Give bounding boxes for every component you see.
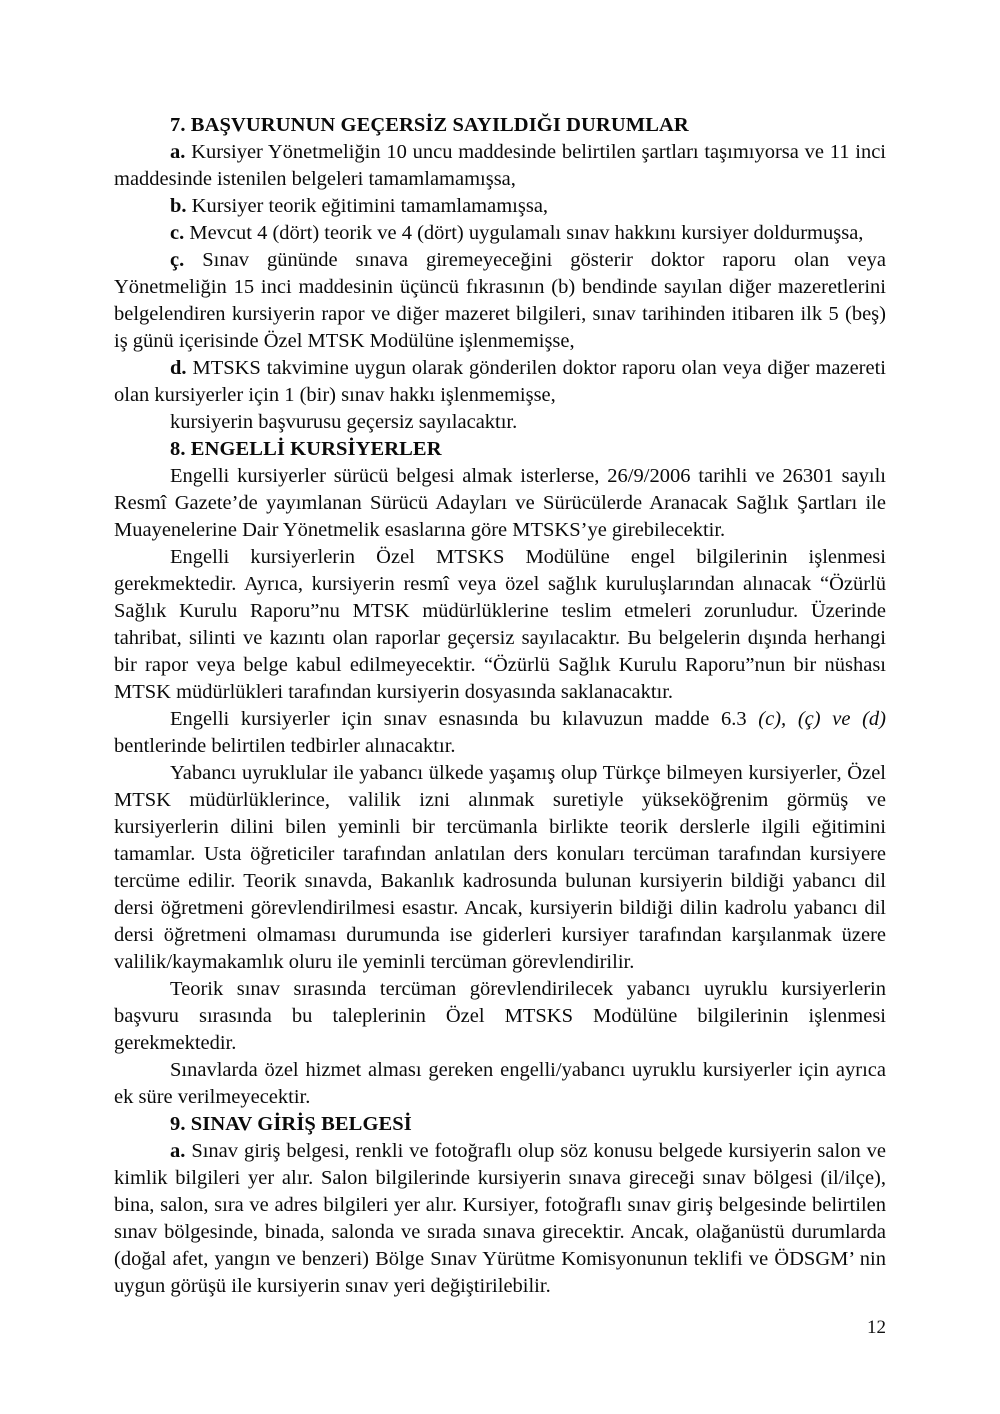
- paragraph-7b-text: Kursiyer teorik eğitimini tamamlamamışsa,: [186, 195, 549, 217]
- list-marker-9a: a.: [170, 1140, 186, 1162]
- paragraph-7c-cedilla: [114, 247, 886, 355]
- paragraph-8-5-text: Teorik sınav sırasında tercüman görevlendirilecek yabancı uyruklu kursiyerlerin başvuru sırasında bu taleplerinin Özel MTSKS Modülüne bilgilerinin işlenmesi gerekmektedir.: [114, 978, 886, 1054]
- paragraph-8-3-text-before: Engelli kursiyerler için sınav esnasında bu kılavuzun madde 6.3: [170, 708, 759, 730]
- section-heading-9: 9. SINAV GİRİŞ BELGESİ: [170, 1113, 412, 1135]
- paragraph-8-6-text: Sınavlarda özel hizmet alması gereken engelli/yabancı uyruklu kursiyerler için ayrıca ek süre verilmeyecektir.: [114, 1059, 886, 1108]
- paragraph-8-6: [114, 1057, 886, 1111]
- paragraph-7a-text: Kursiyer Yönetmeliğin 10 uncu maddesinde belirtilen şartları taşımıyorsa ve 11 inci maddesinde istenilen belgeleri tamamlamamışsa,: [114, 141, 886, 190]
- paragraph-7a: [114, 139, 886, 193]
- paragraph-7c-cedilla-text: Sınav gününde sınava giremeyeceğini gösterir doktor raporu olan veya Yönetmeliğin 15 inci maddesinin üçüncü fıkrasının (b) bendinde sayılan diğer mazeretlerini belgelendiren kursiyerin rapor ve diğer mazeret bilgileri, sınav tarihinden itibaren ilk 5 (beş) iş günü içerisinde Özel MTSK Modülüne işlenmemişse,: [114, 249, 886, 352]
- page-number: 12: [867, 1317, 886, 1338]
- paragraph-8-4: [114, 760, 886, 976]
- paragraph-8-4-text: Yabancı uyruklular ile yabancı ülkede yaşamış olup Türkçe bilmeyen kursiyerler, Özel MTSK müdürlüklerince, valilik izni alınmak suretiyle yükseköğrenim görmüş ve kursiyerlerin dilini bilen yeminli bir tercümanla birlikte teorik derslerle ilgili eğitimini tamamlar. Usta öğreticiler tarafından anlatılan ders konuları tercüman tarafından kursiyere tercüme edilir. Teorik sınavda, Bakanlık kadrosunda bulunan kursiyerin bildiği yabancı dil dersi öğretmeni görevlendirilmesi esastır. Ancak, kursiyerin bildiği dilin kadrolu yabancı dil dersi öğretmeni olmaması durumunda ise giderleri kursiyer tarafından karşılanmak üzere valilik/kaymakamlık oluru ile yeminli tercüman görevlendirilir.: [114, 762, 886, 973]
- paragraph-8-3-italic-reference: (c), (ç) ve (d): [758, 708, 886, 730]
- list-marker-b: b.: [170, 195, 187, 217]
- paragraph-7c: [114, 220, 886, 247]
- paragraph-8-2-text: Engelli kursiyerlerin Özel MTSKS Modülüne engel bilgilerinin işlenmesi gerekmektedir. Ayrıca, kursiyerin resmî veya özel sağlık kuruluşlarından alınacak “Özürlü Sağlık Kurulu Raporu”nu MTSK müdürlüklerine teslim etmeleri zorunludur. Üzerinde tahribat, silinti ve kazıntı olan raporlar geçersiz sayılacaktır. Bu belgelerin dışında herhangi bir rapor veya belge kabul edilmeyecektir. “Özürlü Sağlık Kurulu Raporu”nun bir nüshası MTSK müdürlükleri tarafından kursiyerin dosyasında saklanacaktır.: [114, 546, 886, 703]
- paragraph-7b: [114, 193, 886, 220]
- paragraph-7c-text: Mevcut 4 (dört) teorik ve 4 (dört) uygulamalı sınav hakkını kursiyer doldurmuşsa,: [184, 222, 864, 244]
- paragraph-8-2: [114, 544, 886, 706]
- list-marker-c-cedilla: ç.: [170, 249, 185, 271]
- list-marker-c: c.: [170, 222, 185, 244]
- section-heading-7: 7. BAŞVURUNUN GEÇERSİZ SAYILDIĞI DURUMLAR: [170, 114, 689, 136]
- paragraph-7d-text: MTSKS takvimine uygun olarak gönderilen doktor raporu olan veya diğer mazereti olan kursiyerler için 1 (bir) sınav hakkı işlenmemişse,: [114, 357, 886, 406]
- paragraph-9a-text: Sınav giriş belgesi, renkli ve fotoğraflı olup söz konusu belgede kursiyerin salon ve kimlik bilgileri yer alır. Salon bilgilerinde kursiyerin sınava gireceği sınav bölgesi (il/ilçe), bina, salon, sıra ve adres bilgileri yer alır. Kursiyer, fotoğraflı sınav giriş belgesinde belirtilen sınav bölgesinde, binada, salonda ve sırada sınava girecektir. Ancak, olağanüstü durumlarda (doğal afet, yangın ve benzeri) Bölge Sınav Yürütme Komisyonunun teklifi ve ÖDSGM’ nin uygun görüşü ile kursiyerin sınav yeri değiştirilebilir.: [114, 1140, 886, 1297]
- paragraph-8-5: [114, 976, 886, 1057]
- paragraph-7-closing-text: kursiyerin başvurusu geçersiz sayılacaktır.: [170, 411, 518, 433]
- paragraph-8-1-text: Engelli kursiyerler sürücü belgesi almak isterlerse, 26/9/2006 tarihli ve 26301 sayılı Resmî Gazete’de yayımlanan Sürücü Adayları ve Sürücülerde Aranacak Sağlık Şartları ile Muayenelerine Dair Yönetmelik esaslarına göre MTSKS’ye girebilecektir.: [114, 465, 886, 541]
- paragraph-9a: [114, 1138, 886, 1300]
- paragraph-8-1: [114, 463, 886, 544]
- section-heading-8: 8. ENGELLİ KURSİYERLER: [170, 438, 442, 460]
- paragraph-7d: [114, 355, 886, 409]
- list-marker-d: d.: [170, 357, 187, 379]
- paragraph-8-3-text-after: bentlerinde belirtilen tedbirler alınacaktır.: [114, 735, 456, 757]
- list-marker-a: a.: [170, 141, 186, 163]
- page-content: [114, 112, 886, 1300]
- paragraph-7-closing: [114, 409, 886, 436]
- paragraph-8-3: [114, 706, 886, 760]
